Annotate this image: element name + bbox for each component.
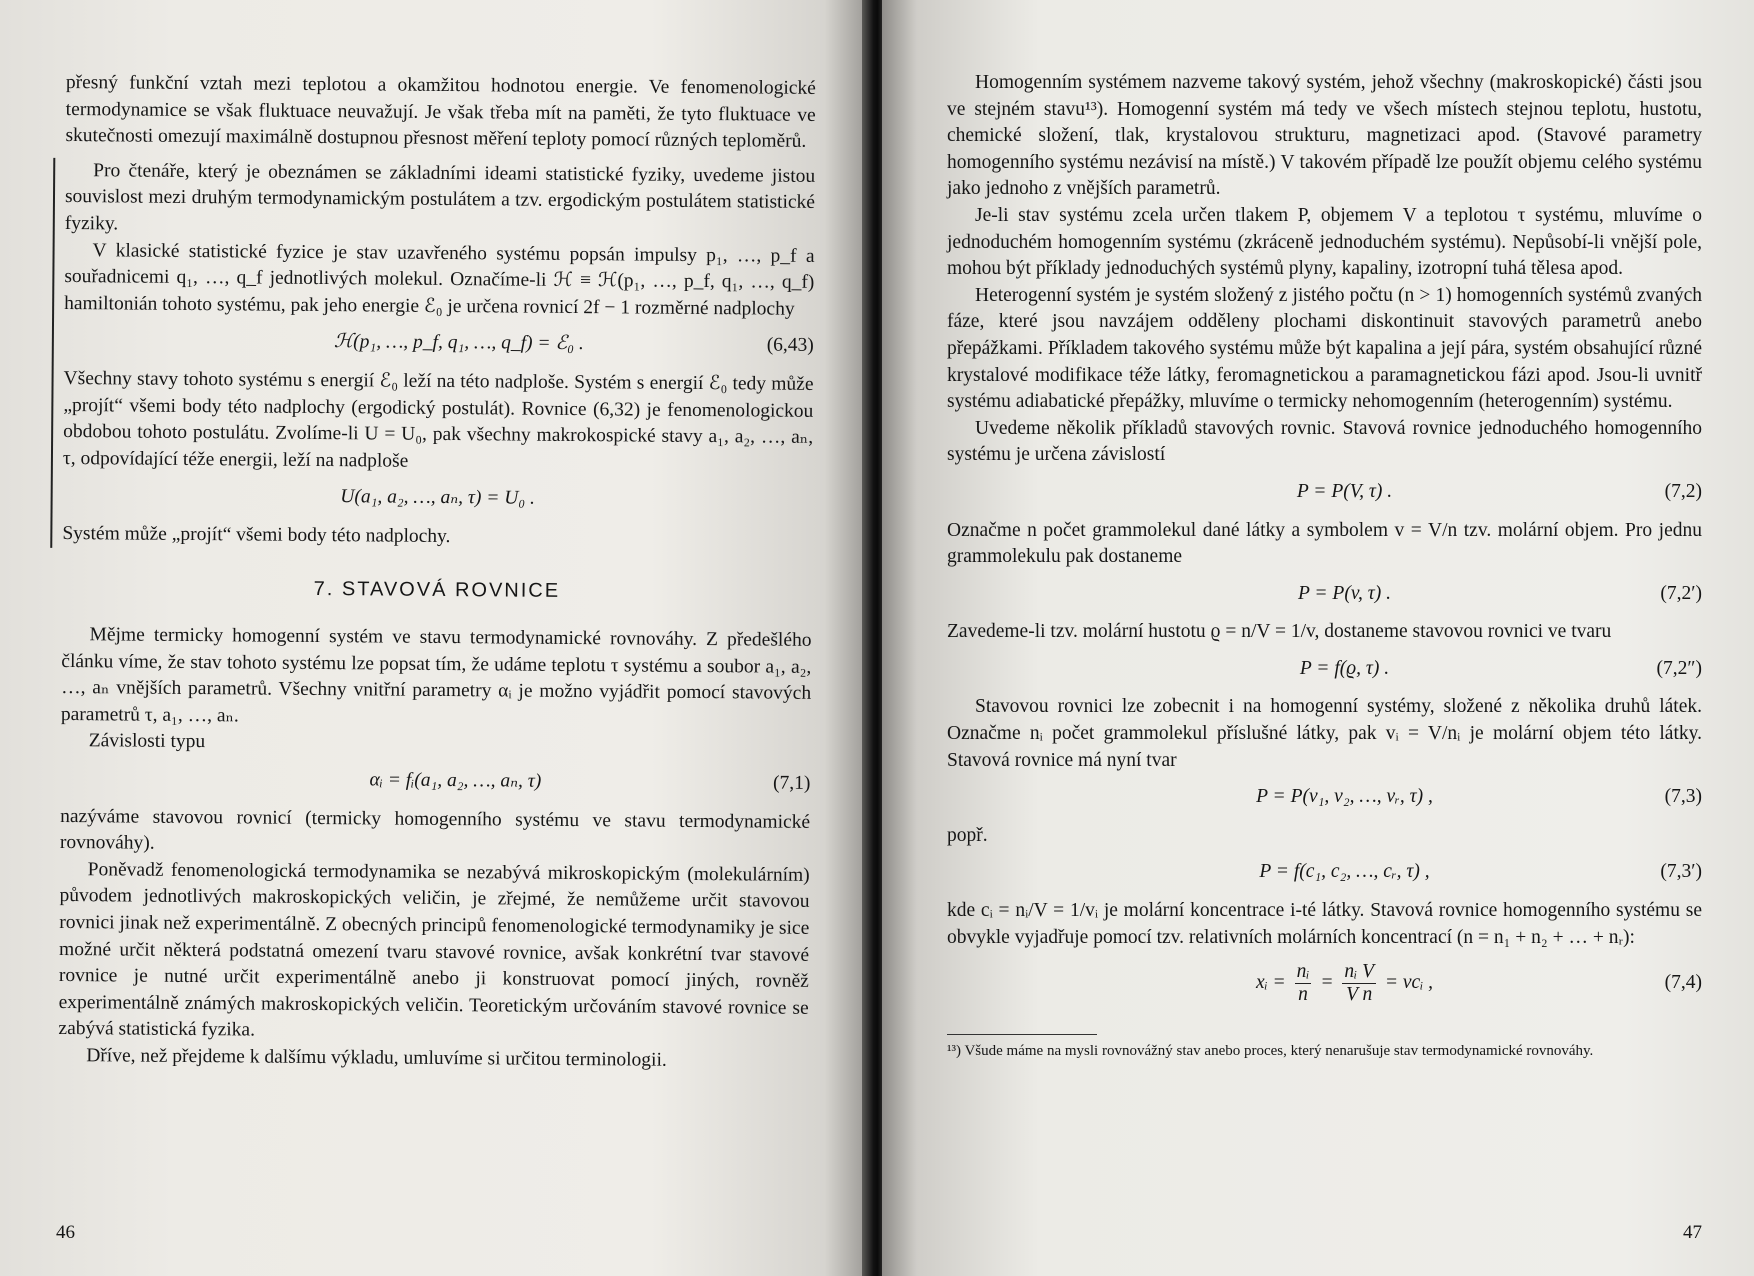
fraction-numerator: nᵢ V xyxy=(1344,961,1374,983)
fraction-denominator: V n xyxy=(1346,984,1373,1006)
paragraph: nazýváme stavovou rovnicí (termicky homogenního systému ve stavu termodynamické rovnováhy). xyxy=(59,805,811,854)
equation-number: (7,3′) xyxy=(1660,861,1702,883)
fraction xyxy=(1342,961,1376,1006)
footnote: ¹³) Všude máme na mysli rovnovážný stav anebo proces, který nenarušuje stav termodynamické rovnováhy. xyxy=(947,1043,1594,1060)
paragraph: přesný funkční vztah mezi teplotou a okamžitou hodnotou energie. Ve fenomenologické termodynamice se však fluktuace neuvažují. Je však třeba mít na paměti, že tyto fluktuace ve skutečnosti omezují maximálně dostupnou přesnost měření teploty pomocí různých teploměrů. xyxy=(65,71,816,153)
equation-energy-surface xyxy=(63,482,813,514)
equation-body: P = f(c₁, c₂, …, cᵣ, τ) , xyxy=(1259,861,1430,883)
right-page xyxy=(882,0,1754,1276)
paragraph: Poněvadž fenomenologická termodynamika se nezabývá mikroskopickým (molekulárním) původem jednotlivých makroskopických veličin, je zřejmé, že nemůžeme určit stavovou rovnici jinak než experimentálně. Z obecných principů fenomenologické termodynamiky je sice možné určit některá podstatná omezení tvaru stavové rovnice, avšak konkrétní tvar stavové rovnice je nutné určit experimentálně anebo ji konstruovat pomocí jiných, rovněž experimentálně známých makroskopických veličin. Teoretickým určováním stavové rovnice se zabývá statistická fyzika. xyxy=(58,859,810,1041)
fraction-denominator: n xyxy=(1298,984,1308,1006)
paragraph: kde cᵢ = nᵢ/V = 1/vᵢ je molární koncentrace i-té látky. Stavová rovnice homogenního systému se obvykle vyjadřuje pomocí tzv. relativních molárních koncentrací (n = n₁ + n₂ + … + nᵣ): xyxy=(947,900,1702,948)
paragraph: Pro čtenáře, který je obeznámen se základními ideami statistické fyziky, uvedeme jistou souvislost mezi druhým termodynamickým postulátem a tzv. ergodickým postulátem statistické fyziky. xyxy=(64,159,816,235)
equation-body: αᵢ = fᵢ(a₁, a₂, …, aₙ, τ) xyxy=(369,769,542,792)
equation-number: (7,2″) xyxy=(1656,657,1702,679)
equation-7-2-prime xyxy=(947,581,1702,608)
paragraph: Stavovou rovnici lze zobecnit i na homogenní systémy, složené z několika druhů látek. Označme nᵢ počet grammolekul příslušné látky, pak vᵢ = V/nᵢ je molární objem této látky. Stavová rovnice má nyní tvar xyxy=(947,696,1702,771)
equation-number: (7,2) xyxy=(1664,480,1702,502)
right-page-text xyxy=(947,70,1702,1062)
paragraph: Závislosti typu xyxy=(88,730,206,753)
equation-body: P = f(ϱ, τ) . xyxy=(1299,657,1390,679)
paragraph: Všechny stavy tohoto systému s energií ℰ₀ leží na této nadploše. Systém s energií ℰ₀ tedy může „projít“ všemi body této nadplochy (ergodický postulát). Rovnice (6,32) je fenomenologickou obdobou tohoto postulátu. Zvolíme-li U = U₀, pak všechny makrokospické stavy a₁, a₂, …, aₙ, τ, odpovídající téže energii, leží na nadploše xyxy=(62,367,814,472)
equation-number: (7,1) xyxy=(772,772,811,794)
equation-body: P = P(v₁, v₂, …, vᵣ, τ) , xyxy=(1256,786,1433,808)
equation-7-2-double-prime xyxy=(947,656,1702,683)
equation-rhs: = vcᵢ , xyxy=(1384,972,1434,994)
equation-7-3-prime xyxy=(947,859,1702,886)
statistical-physics-remark xyxy=(50,158,815,554)
equation-body xyxy=(947,961,1622,1006)
equation-body: P = P(V, τ) . xyxy=(1296,480,1393,502)
left-page-text xyxy=(58,70,816,1075)
left-page xyxy=(0,0,868,1276)
equation-number: (6,43) xyxy=(766,334,814,357)
equation-7-2 xyxy=(947,479,1702,506)
equation-body: U(a₁, a₂, …, aₙ, τ) = U₀ . xyxy=(340,486,536,510)
equation-7-1 xyxy=(60,765,810,797)
paragraph: Uvedeme několik příkladů stavových rovnic. Stavová rovnice jednoduchého homogenního systému je určena závislostí xyxy=(947,417,1702,466)
page-number: 46 xyxy=(56,1222,75,1243)
equation-7-4 xyxy=(947,961,1702,1006)
paragraph: Heterogenní systém je systém složený z jistého počtu (n > 1) homogenních systémů zvaných fáze, které jsou navzájem odděleny plochami diskontinuit stavových parametrů anebo přepážkami. Příkladem takového systému může být kapalina a její pára, systém obsahující různé krystalové modifikace téže látky, feromagnetickou a paramagnetickou fázi apod. Jsou-li uvnitř systému adiabatické přepážky, mluvíme o termicky nehomogenním (heterogenním) systému. xyxy=(947,284,1702,413)
section-heading: 7. STAVOVÁ ROVNICE xyxy=(313,577,561,602)
equation-lhs: xᵢ = xyxy=(1255,972,1286,994)
equation-body: P = P(v, τ) . xyxy=(1297,582,1392,604)
paragraph: Mějme termicky homogenní systém ve stavu termodynamické rovnováhy. Z předešlého článku víme, že stav tohoto systému lze popsat tím, že udáme teplotu τ systému a soubor a₁, a₂, …, aₙ vnějších parametrů. Všechny vnitřní parametry αᵢ je možno vyjádřit pomocí stavových parametrů τ, a₁, …, aₙ. xyxy=(60,624,812,727)
equation-7-3 xyxy=(947,784,1702,811)
paragraph: Zavedeme-li tzv. molární hustotu ϱ = n/V = 1/v, dostaneme stavovou rovnici ve tvaru xyxy=(947,621,1612,643)
paragraph: V klasické statistické fyzice je stav uzavřeného systému popsán impulsy p₁, …, p_f a souřadnicemi q₁, …, q_f jednotlivých molekul. Označíme-li ℋ ≡ ℋ(p₁, …, p_f, q₁, …, q_f) hamiltonián tohoto systému, pak jeho energie ℰ₀ je určena rovnicí 2f − 1 rozměrné nadplochy xyxy=(64,239,815,320)
equation-6-43 xyxy=(64,327,814,359)
equation-number: (7,3) xyxy=(1664,786,1702,808)
paragraph: Je-li stav systému zcela určen tlakem P, objemem V a teplotou τ systému, mluvíme o jednoduchém homogenním systému (zkráceně jednoduchém systému). Nepůsobí-li vnější pole, mohou být příklady jednoduchých systémů plyny, kapaliny, izotropní tuhá tělesa apod. xyxy=(947,204,1702,280)
paragraph: Dříve, než přejdeme k dalšímu výkladu, umluvíme si určitou terminologii. xyxy=(86,1045,667,1071)
fraction xyxy=(1295,961,1312,1006)
fraction-numerator: nᵢ xyxy=(1296,961,1310,983)
footnote-rule xyxy=(947,1034,1097,1035)
equation-body: ℋ(p₁, …, p_f, q₁, …, q_f) = ℰ₀ . xyxy=(333,331,584,355)
paragraph: Systém může „projít“ všemi body této nadplochy. xyxy=(62,522,451,547)
paragraph: popř. xyxy=(947,824,988,846)
equation-number: (7,4) xyxy=(1664,972,1702,994)
paragraph: Označme n počet grammolekul dané látky a symbolem v = V/n tzv. molární objem. Pro jednu grammolekulu pak dostaneme xyxy=(947,519,1702,568)
page-number: 47 xyxy=(1683,1222,1702,1243)
equals-sign: = xyxy=(1320,972,1334,994)
paragraph: Homogenním systémem nazveme takový systém, jehož všechny (makroskopické) části jsou ve stejném stavu¹³). Homogenní systém má tedy ve všech místech stejnou teplotu, hustotu, chemické složení, tlak, krystalovou strukturu, magnetizaci apod. (Stavové parametry homogenního systému nezávisí na místě.) V takovém případě lze použít objemu celého systému jako jednoho z vnějších parametrů. xyxy=(947,72,1702,200)
equation-number: (7,2′) xyxy=(1660,582,1702,604)
